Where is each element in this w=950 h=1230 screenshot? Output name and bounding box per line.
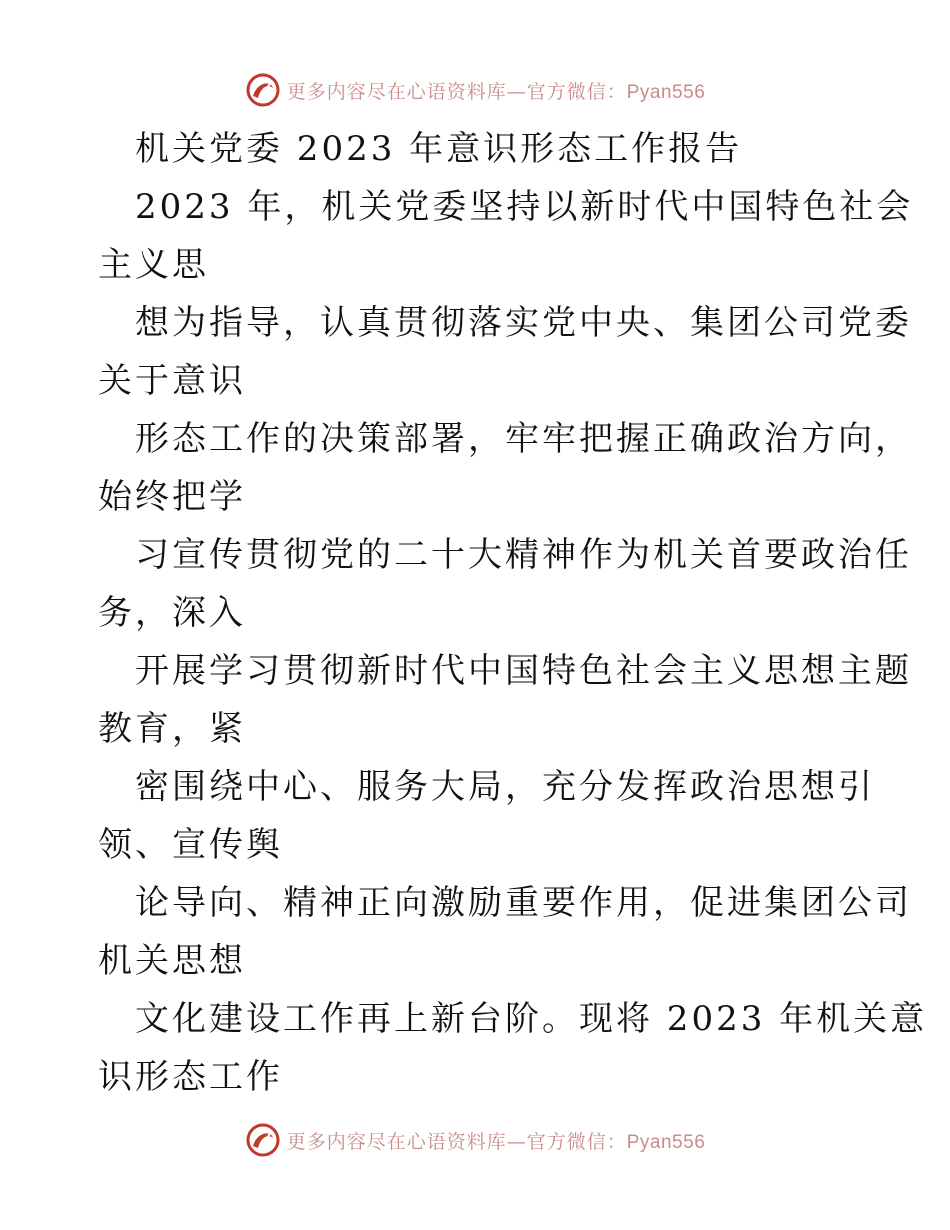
paragraph-line: 识形态工作 <box>98 1057 283 1097</box>
paragraph-line: 论导向、精神正向激励重要作用，促进集团公司 <box>135 883 912 923</box>
watermark-handle: Pyan556 <box>626 1131 706 1153</box>
paragraph-line: 教育，紧 <box>98 709 246 749</box>
paragraph-line: 2023 年，机关党委坚持以新时代中国特色社会 <box>135 187 914 227</box>
paragraph-line: 开展学习贯彻新时代中国特色社会主义思想主题 <box>135 651 912 691</box>
watermark-text: 更多内容尽在心语资料库—官方微信： <box>286 80 627 103</box>
paragraph-line: 关于意识 <box>98 361 246 401</box>
paragraph-line: 文化建设工作再上新台阶。现将 2023 年机关意 <box>135 999 928 1039</box>
paragraph-line: 想为指导，认真贯彻落实党中央、集团公司党委 <box>135 303 912 343</box>
paragraph-line: 主义思 <box>98 245 209 285</box>
paragraph-line: 形态工作的决策部署，牢牢把握正确政治方向， <box>135 419 912 459</box>
red-swirl-logo-icon <box>245 1122 281 1158</box>
watermark-handle: Pyan556 <box>626 81 706 103</box>
paragraph-line: 习宣传贯彻党的二十大精神作为机关首要政治任 <box>135 535 912 575</box>
watermark-text: 更多内容尽在心语资料库—官方微信： <box>286 1130 627 1153</box>
paragraph-line: 密围绕中心、服务大局，充分发挥政治思想引 <box>135 767 875 807</box>
document-body <box>98 120 928 1106</box>
header-watermark <box>0 70 950 110</box>
paragraph-line: 始终把学 <box>98 477 246 517</box>
paragraph-line: 机关思想 <box>98 941 246 981</box>
red-swirl-logo-icon <box>245 72 281 108</box>
paragraph-line: 务，深入 <box>98 593 246 633</box>
paragraph-line: 领、宣传舆 <box>98 825 283 865</box>
footer-watermark <box>0 1120 950 1160</box>
document-title: 机关党委 2023 年意识形态工作报告 <box>135 129 743 169</box>
